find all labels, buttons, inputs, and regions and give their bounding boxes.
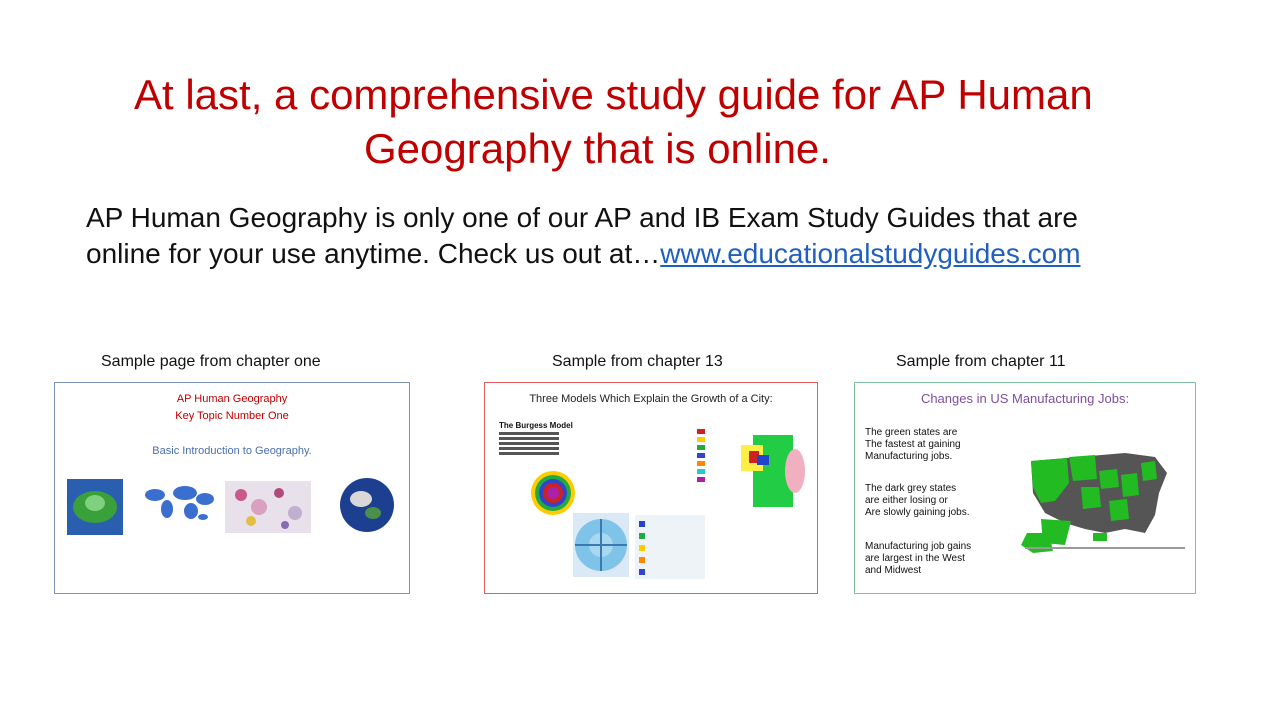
globe-plant-image — [67, 479, 123, 535]
card3-text-line: The dark grey states — [865, 483, 957, 494]
intro-line-2-text: online for your use anytime. Check us out at… — [86, 238, 661, 269]
card1-images — [55, 473, 411, 563]
world-map-image — [145, 486, 214, 520]
card3-text-line: The green states are — [865, 427, 958, 438]
intro-line-2 — [86, 236, 1246, 272]
multiple-nuclei-diagram — [573, 513, 705, 579]
earth-image — [340, 478, 394, 532]
intro-paragraph — [86, 200, 1246, 272]
card1-subtitle: Basic Introduction to Geography. — [152, 445, 312, 457]
card1-title-1: AP Human Geography — [176, 393, 288, 405]
card1-title-2: Key Topic Number One — [175, 410, 289, 422]
card3-text-line: Are slowly gaining jobs. — [865, 507, 970, 518]
burgess-model-label: The Burgess Model — [499, 421, 573, 430]
card3-text-line: Manufacturing job gains — [865, 541, 972, 552]
sample-card-chapter-11[interactable] — [854, 382, 1196, 594]
card3-text-line: and Midwest — [865, 565, 922, 576]
website-link[interactable]: www.educationalstudyguides.com — [660, 238, 1081, 269]
sample-card-chapter-13[interactable] — [484, 382, 818, 594]
card3-text-line: are largest in the West — [865, 553, 965, 564]
card3-title: Changes in US Manufacturing Jobs: — [920, 391, 1130, 406]
card3-text-line: Manufacturing jobs. — [865, 451, 953, 462]
population-map-image — [225, 481, 311, 533]
sample-card-chapter-one[interactable] — [54, 382, 410, 594]
sector-model-map — [741, 435, 805, 507]
headline-line-1: At last, a comprehensive study guide for AP Human — [134, 71, 1093, 118]
us-manufacturing-map — [855, 383, 1197, 595]
caption-chapter-11: Sample from chapter 11 — [896, 353, 1066, 370]
card3-text-line: are either losing or — [865, 495, 948, 506]
card3-text-line: The fastest at gaining — [865, 439, 961, 450]
sector-model-legend — [697, 429, 705, 482]
caption-chapter-one: Sample page from chapter one — [101, 353, 321, 370]
card2-title: Three Models Which Explain the Growth of a City: — [529, 393, 773, 405]
intro-line-1: AP Human Geography is only one of our AP and IB Exam Study Guides that are — [86, 202, 1078, 233]
burgess-concentric-rings — [531, 471, 575, 515]
caption-chapter-13: Sample from chapter 13 — [552, 353, 723, 370]
headline-line-2: Geography that is online. — [364, 125, 831, 172]
city-models-diagram — [485, 383, 819, 595]
